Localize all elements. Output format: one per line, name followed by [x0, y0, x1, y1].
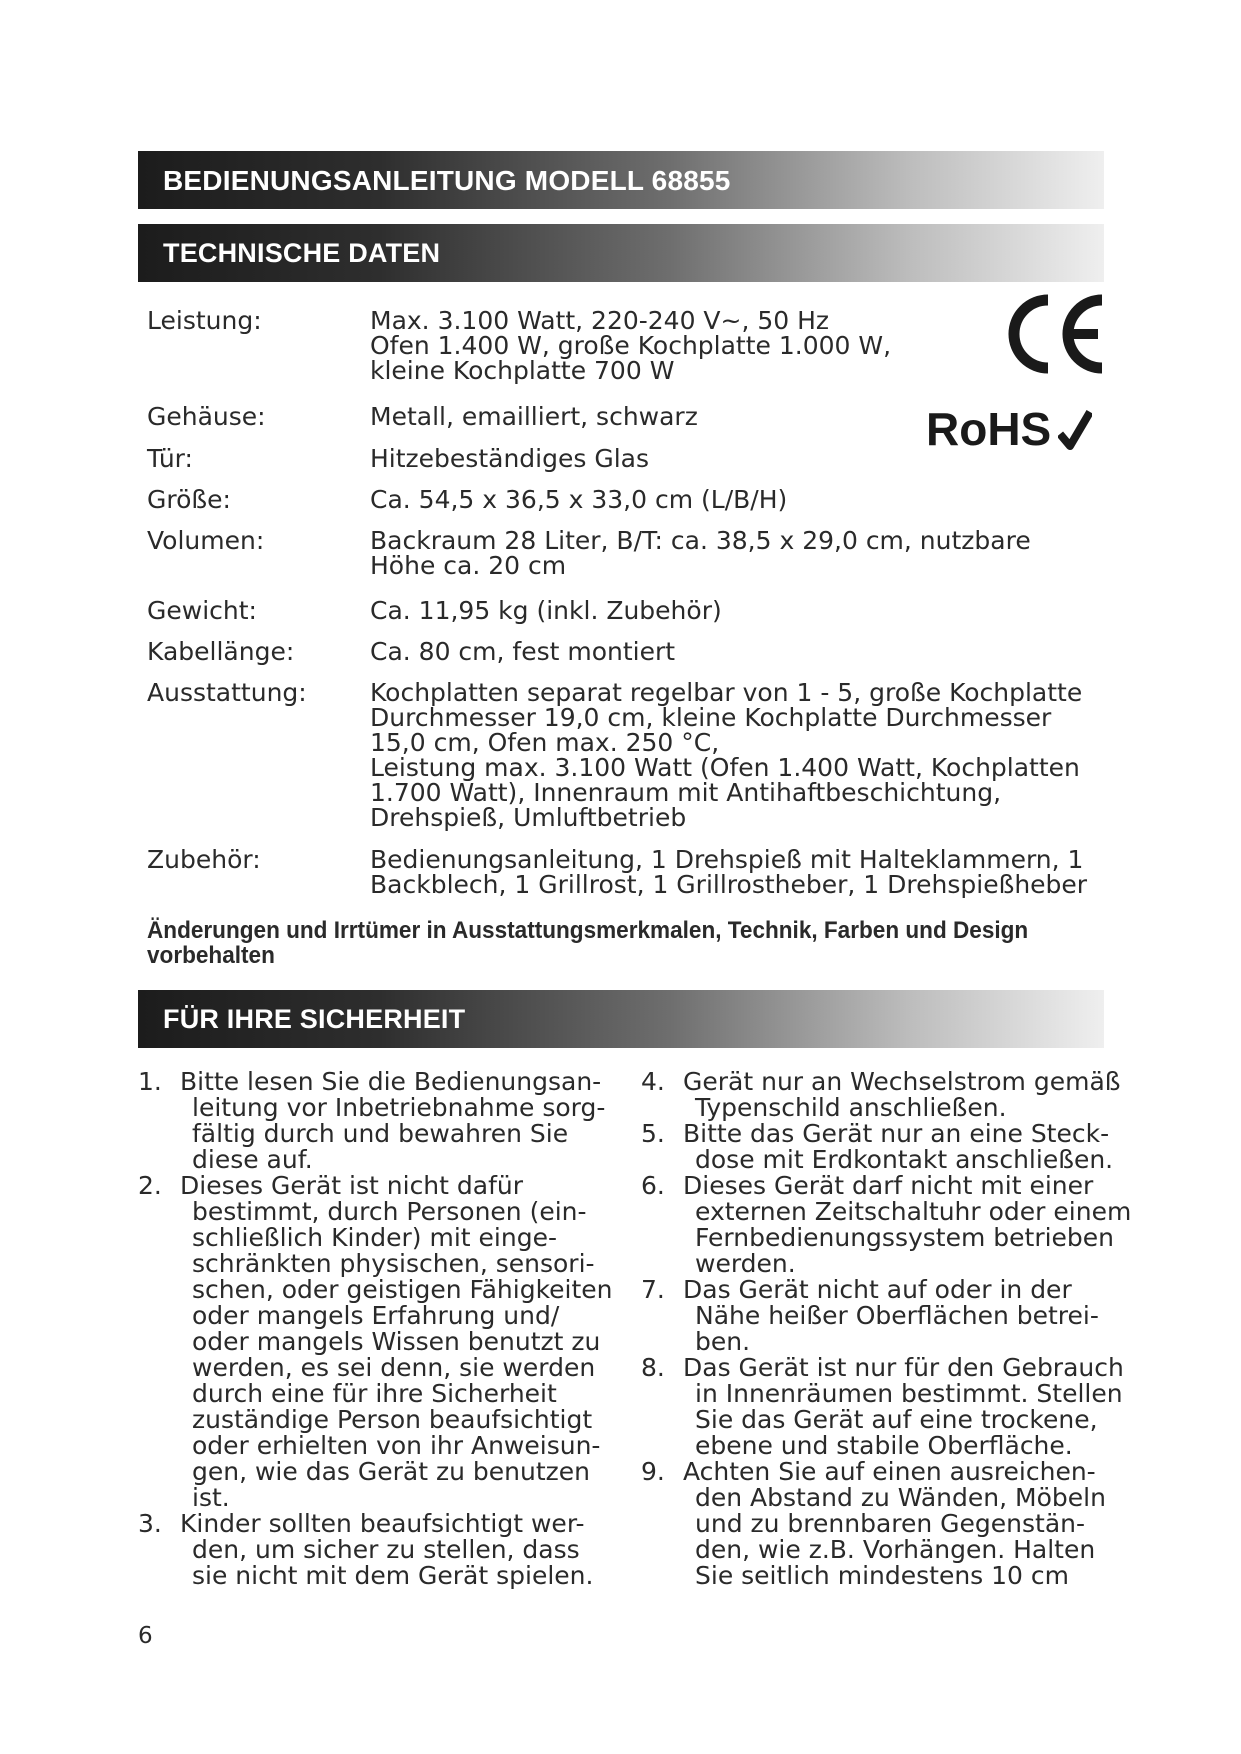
- safety-item-number: 3.: [138, 1509, 162, 1538]
- safety-item-line: oder erhielten von ihr Anweisun-: [192, 1431, 601, 1460]
- safety-item-line: Sie seitlich mindestens 10 cm: [695, 1561, 1069, 1590]
- safety-item-line: diese auf.: [192, 1145, 313, 1174]
- safety-item-line: Kinder sollten beaufsichtigt wer-: [180, 1509, 585, 1538]
- safety-item: [138, 1173, 628, 1511]
- spec-value-line: kleine Kochplatte 700 W: [370, 356, 675, 385]
- safety-item-line: oder mangels Wissen benutzt zu: [192, 1327, 601, 1356]
- safety-item-line: Dieses Gerät ist nicht dafür: [180, 1171, 524, 1200]
- safety-item: [641, 1355, 1131, 1459]
- safety-item-line: zuständige Person beaufsichtigt: [192, 1405, 593, 1434]
- safety-item-line: Dieses Gerät darf nicht mit einer: [683, 1171, 1094, 1200]
- spec-value: [370, 308, 1090, 383]
- safety-item-line: oder mangels Erfahrung und/: [192, 1301, 560, 1330]
- spec-value-line: Hitzebeständiges Glas: [370, 444, 649, 473]
- disclaimer-note: [147, 917, 1029, 969]
- safety-item-line: dose mit Erdkontakt anschließen.: [695, 1145, 1114, 1174]
- spec-value-line: Höhe ca. 20 cm: [370, 551, 567, 580]
- safety-item-line: Fernbedienungssystem betrieben: [695, 1223, 1115, 1252]
- safety-item-number: 8.: [641, 1353, 665, 1382]
- safety-item-line: ebene und stabile Oberfläche.: [695, 1431, 1073, 1460]
- check-icon: [1058, 408, 1092, 452]
- safety-item: [138, 1069, 628, 1173]
- safety-item-line: leitung vor Inbetriebnahme sorg-: [192, 1093, 606, 1122]
- safety-item: [641, 1121, 1131, 1173]
- safety-item-line: Bitte das Gerät nur an eine Steck-: [683, 1119, 1110, 1148]
- spec-value-line: Ca. 80 cm, fest montiert: [370, 637, 676, 666]
- spec-value-line: Leistung max. 3.100 Watt (Ofen 1.400 Watt, Kochplatten: [370, 753, 1080, 782]
- safety-item-number: 2.: [138, 1171, 162, 1200]
- safety-item-number: 1.: [138, 1067, 162, 1096]
- safety-item-line: Bitte lesen Sie die Bedienungsan-: [180, 1067, 602, 1096]
- safety-item-line: ben.: [695, 1327, 751, 1356]
- rohs-mark: [926, 404, 1092, 454]
- safety-item: [641, 1069, 1131, 1121]
- safety-item-number: 5.: [641, 1119, 665, 1148]
- spec-label: Leistung:: [147, 306, 262, 335]
- safety-item-line: gen, wie das Gerät zu benutzen: [192, 1457, 590, 1486]
- safety-item-line: schen, oder geistigen Fähigkeiten: [192, 1275, 613, 1304]
- section-title-safety: FÜR IHRE SICHERHEIT: [163, 1004, 466, 1034]
- spec-label: Zubehör:: [147, 845, 261, 874]
- spec-label: Tür:: [147, 444, 193, 473]
- safety-item-line: schränkten physischen, sensori-: [192, 1249, 595, 1278]
- safety-item-line: durch eine für ihre Sicherheit: [192, 1379, 557, 1408]
- safety-item: [641, 1173, 1131, 1277]
- spec-label: Größe:: [147, 485, 231, 514]
- spec-label: Ausstattung:: [147, 678, 307, 707]
- note-line: Änderungen und Irrtümer in Ausstattungsmerkmalen, Technik, Farben und Design: [147, 917, 1029, 944]
- safety-item-line: Gerät nur an Wechselstrom gemäß: [683, 1067, 1121, 1096]
- safety-item: [138, 1511, 628, 1589]
- spec-value: [370, 639, 1090, 664]
- safety-item-line: Typenschild anschließen.: [695, 1093, 1007, 1122]
- note-line: vorbehalten: [147, 942, 275, 969]
- safety-item-line: Sie das Gerät auf eine trockene,: [695, 1405, 1098, 1434]
- spec-value-line: Max. 3.100 Watt, 220-240 V~, 50 Hz: [370, 306, 830, 335]
- spec-value-line: Bedienungsanleitung, 1 Drehspieß mit Halteklammern, 1: [370, 845, 1084, 874]
- rohs-label: RoHS: [926, 403, 1052, 455]
- spec-value-line: 15,0 cm, Ofen max. 250 °C,: [370, 728, 720, 757]
- spec-value: [370, 598, 1090, 623]
- section-title-technical: TECHNISCHE DATEN: [163, 238, 441, 268]
- spec-value: [370, 680, 1090, 830]
- spec-value: [370, 847, 1090, 897]
- spec-value-line: Kochplatten separat regelbar von 1 - 5, große Kochplatte: [370, 678, 1083, 707]
- safety-item-line: den Abstand zu Wänden, Möbeln: [695, 1483, 1106, 1512]
- document-title: BEDIENUNGSANLEITUNG MODELL 68855: [163, 165, 731, 196]
- safety-item-line: den, um sicher zu stellen, dass: [192, 1535, 580, 1564]
- spec-value-line: Drehspieß, Umluftbetrieb: [370, 803, 687, 832]
- spec-label: Kabellänge:: [147, 637, 295, 666]
- spec-value-line: Backraum 28 Liter, B/T: ca. 38,5 x 29,0 cm, nutzbare: [370, 526, 1031, 555]
- safety-item-number: 9.: [641, 1457, 665, 1486]
- safety-item-number: 7.: [641, 1275, 665, 1304]
- spec-value-line: Metall, emailliert, schwarz: [370, 402, 698, 431]
- spec-value-line: Ca. 54,5 x 36,5 x 33,0 cm (L/B/H): [370, 485, 788, 514]
- safety-item-line: fältig durch und bewahren Sie: [192, 1119, 569, 1148]
- safety-item-line: werden, es sei denn, sie werden: [192, 1353, 596, 1382]
- safety-item-line: Achten Sie auf einen ausreichen-: [683, 1457, 1096, 1486]
- safety-item: [641, 1459, 1131, 1589]
- safety-item-line: bestimmt, durch Personen (ein-: [192, 1197, 587, 1226]
- spec-value-line: Backblech, 1 Grillrost, 1 Grillrostheber, 1 Drehspießheber: [370, 870, 1088, 899]
- safety-item-line: Nähe heißer Oberflächen betrei-: [695, 1301, 1099, 1330]
- spec-value: [370, 528, 1090, 578]
- safety-item: [641, 1277, 1131, 1355]
- safety-item-line: ist.: [192, 1483, 230, 1512]
- spec-value-line: Durchmesser 19,0 cm, kleine Kochplatte Durchmesser: [370, 703, 1052, 732]
- page-number: 6: [138, 1623, 153, 1649]
- spec-value-line: Ofen 1.400 W, große Kochplatte 1.000 W,: [370, 331, 892, 360]
- safety-item-line: werden.: [695, 1249, 796, 1278]
- spec-label: Gehäuse:: [147, 402, 266, 431]
- spec-value: [370, 487, 1090, 512]
- spec-label: Gewicht:: [147, 596, 257, 625]
- ce-mark-icon: [1008, 294, 1106, 374]
- safety-item-number: 4.: [641, 1067, 665, 1096]
- section-bar-technical: [138, 224, 1104, 282]
- spec-label: Volumen:: [147, 526, 265, 555]
- section-bar-safety: [138, 990, 1104, 1048]
- spec-value-line: Ca. 11,95 kg (inkl. Zubehör): [370, 596, 722, 625]
- safety-list-right: [641, 1069, 1131, 1589]
- safety-item-line: externen Zeitschaltuhr oder einem: [695, 1197, 1132, 1226]
- safety-item-line: schließlich Kinder) mit einge-: [192, 1223, 557, 1252]
- safety-item-line: den, wie z.B. Vorhängen. Halten: [695, 1535, 1096, 1564]
- safety-list-left: [138, 1069, 628, 1589]
- safety-item-line: Das Gerät ist nur für den Gebrauch: [683, 1353, 1124, 1382]
- safety-item-line: sie nicht mit dem Gerät spielen.: [192, 1561, 594, 1590]
- safety-item-line: Das Gerät nicht auf oder in der: [683, 1275, 1072, 1304]
- safety-item-line: in Innenräumen bestimmt. Stellen: [695, 1379, 1123, 1408]
- safety-item-line: und zu brennbaren Gegenstän-: [695, 1509, 1086, 1538]
- safety-item-number: 6.: [641, 1171, 665, 1200]
- spec-value-line: 1.700 Watt), Innenraum mit Antihaftbeschichtung,: [370, 778, 1002, 807]
- title-bar: [138, 151, 1104, 209]
